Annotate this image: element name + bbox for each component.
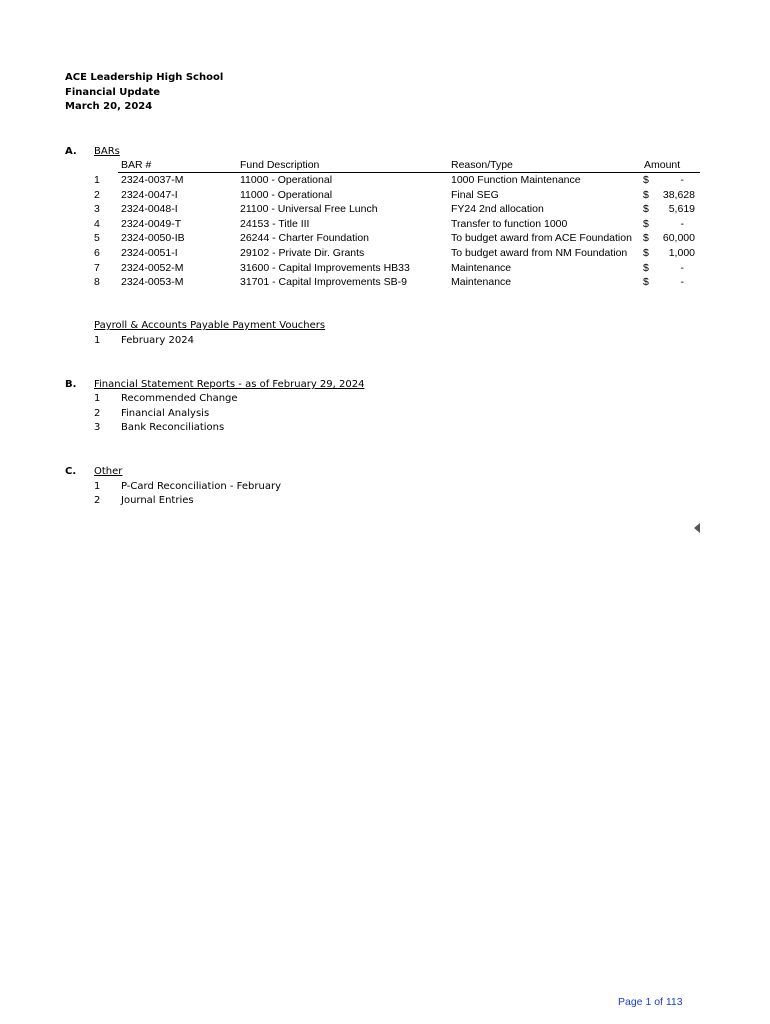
section-b-item-text: Recommended Change: [121, 393, 238, 404]
amount-value: -: [680, 174, 684, 186]
section-c-letter: C.: [65, 466, 77, 477]
reason-type: Maintenance: [451, 262, 512, 274]
reason-type: To budget award from ACE Foundation: [451, 232, 632, 244]
reason-type: Final SEG: [451, 189, 499, 201]
reason-type: FY24 2nd allocation: [451, 203, 544, 215]
section-c-item-text: Journal Entries: [121, 495, 194, 506]
currency-symbol: $: [643, 174, 649, 186]
amount-value: 60,000: [662, 232, 695, 244]
page-number: Page 1 of 113: [618, 996, 683, 1008]
section-b-item-number: 2: [94, 408, 101, 419]
column-header-reason: Reason/Type: [451, 159, 513, 171]
section-b-item-text: Bank Reconciliations: [121, 422, 225, 433]
currency-symbol: $: [643, 276, 649, 288]
amount-value: -: [680, 276, 684, 288]
currency-symbol: $: [643, 262, 649, 274]
section-c-title: Other: [94, 466, 123, 477]
amount-value: -: [680, 218, 684, 230]
bar-number: 2324-0052-M: [121, 262, 184, 274]
amount-value: 5,619: [668, 203, 695, 215]
section-b-letter: B.: [65, 379, 77, 390]
currency-symbol: $: [643, 247, 649, 259]
document-date: March 20, 2024: [65, 101, 153, 112]
fund-description: 26244 - Charter Foundation: [240, 232, 369, 244]
payroll-item-number: 1: [94, 335, 101, 346]
bar-number: 2324-0037-M: [121, 174, 184, 186]
reason-type: Maintenance: [451, 276, 512, 288]
bar-number: 2324-0051-I: [121, 247, 178, 259]
payroll-title: Payroll & Accounts Payable Payment Vouchers: [94, 320, 326, 331]
fund-description: 11000 - Operational: [240, 189, 333, 201]
row-number: 1: [94, 174, 100, 186]
payroll-item-text: February 2024: [121, 335, 194, 346]
row-number: 6: [94, 247, 100, 259]
row-number: 8: [94, 276, 100, 288]
table-header-rule: [118, 172, 700, 173]
amount-value: 38,628: [662, 189, 695, 201]
row-number: 7: [94, 262, 100, 274]
amount-value: -: [680, 262, 684, 274]
column-header-bar: BAR #: [121, 159, 152, 171]
row-number: 4: [94, 218, 100, 230]
section-b-item-text: Financial Analysis: [121, 408, 210, 419]
school-name: ACE Leadership High School: [65, 72, 224, 83]
fund-description: 24153 - Title III: [240, 218, 310, 230]
bar-number: 2324-0047-I: [121, 189, 178, 201]
row-number: 5: [94, 232, 100, 244]
row-number: 2: [94, 189, 100, 201]
column-header-amount: Amount: [644, 159, 681, 171]
column-header-fund: Fund Description: [240, 159, 320, 171]
section-b-title: Financial Statement Reports - as of February 29, 2024: [94, 379, 365, 390]
section-c-item-text: P-Card Reconciliation - February: [121, 481, 281, 492]
amount-value: 1,000: [668, 247, 695, 259]
row-number: 3: [94, 203, 100, 215]
bar-number: 2324-0053-M: [121, 276, 184, 288]
section-c-item-number: 2: [94, 495, 101, 506]
bar-number: 2324-0048-I: [121, 203, 178, 215]
section-b-item-number: 1: [94, 393, 101, 404]
fund-description: 11000 - Operational: [240, 174, 333, 186]
section-a-title: BARs: [94, 146, 120, 157]
currency-symbol: $: [643, 189, 649, 201]
section-a-letter: A.: [65, 146, 77, 157]
bar-number: 2324-0049-T: [121, 218, 182, 230]
fund-description: 29102 - Private Dir. Grants: [240, 247, 365, 259]
section-c-item-number: 1: [94, 481, 101, 492]
currency-symbol: $: [643, 218, 649, 230]
reason-type: Transfer to function 1000: [451, 218, 568, 230]
document-title: Financial Update: [65, 87, 161, 98]
section-b-item-number: 3: [94, 422, 101, 433]
currency-symbol: $: [643, 203, 649, 215]
collapse-arrow-icon[interactable]: [694, 523, 700, 533]
fund-description: 21100 - Universal Free Lunch: [240, 203, 378, 215]
currency-symbol: $: [643, 232, 649, 244]
reason-type: To budget award from NM Foundation: [451, 247, 628, 259]
reason-type: 1000 Function Maintenance: [451, 174, 581, 186]
fund-description: 31600 - Capital Improvements HB33: [240, 262, 410, 274]
bar-number: 2324-0050-IB: [121, 232, 185, 244]
fund-description: 31701 - Capital Improvements SB-9: [240, 276, 407, 288]
